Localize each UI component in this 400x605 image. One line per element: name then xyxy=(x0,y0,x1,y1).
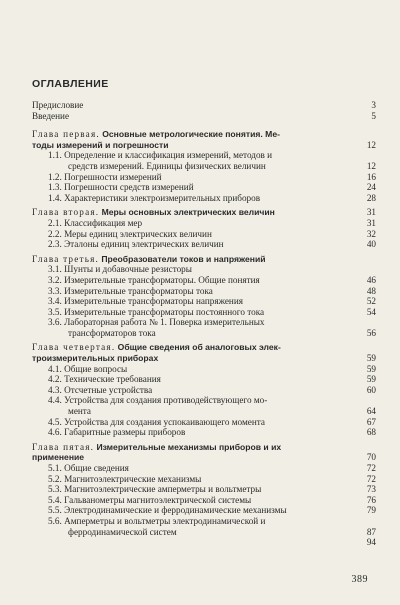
section-line xyxy=(48,218,376,229)
section-number: 3.2. xyxy=(48,274,62,285)
section-line xyxy=(48,495,376,506)
section-line xyxy=(48,275,376,286)
section-line xyxy=(48,239,376,250)
chapter-line xyxy=(32,207,376,218)
section-entry xyxy=(32,516,376,537)
chapter-heading xyxy=(32,254,376,265)
section-title: Измерительные трансформаторы тока xyxy=(64,285,213,296)
section-number: 4.5. xyxy=(48,416,62,427)
section-title: Общие сведения xyxy=(64,463,129,473)
section-page: 59 xyxy=(366,363,376,374)
section-line xyxy=(48,463,376,474)
section-page: 59 xyxy=(366,374,376,385)
page-number: 389 xyxy=(351,574,368,585)
section-number: 1.4. xyxy=(48,192,62,203)
section-entry xyxy=(32,229,376,240)
section-entry xyxy=(32,385,376,396)
section-entry xyxy=(32,495,376,506)
section-title-cont: ферродинамической систем xyxy=(68,526,177,537)
section-line xyxy=(48,395,376,406)
section-number: 5.6. xyxy=(48,515,62,526)
chapter-label: Глава третья. xyxy=(32,253,100,264)
chapter-page: 59 xyxy=(366,353,376,364)
section-title: Погрешности измерений xyxy=(64,171,162,182)
chapter-page: 31 xyxy=(366,207,376,218)
section-number: 3.4. xyxy=(48,296,62,307)
entry-title: Предисловие xyxy=(32,100,84,110)
trailing-entry xyxy=(32,537,376,548)
section-title: Измерительные трансформаторы напряжения xyxy=(64,296,243,307)
section-entry xyxy=(32,484,376,495)
section-number: 5.4. xyxy=(48,494,62,505)
section-entry xyxy=(32,239,376,250)
section-number: 4.4. xyxy=(48,395,62,406)
section-title: Магнитоэлектрические механизмы xyxy=(64,473,202,484)
section-line xyxy=(48,182,376,193)
section-page: 79 xyxy=(366,505,376,516)
section-line xyxy=(48,427,376,438)
section-page: 72 xyxy=(366,463,376,473)
chapter-title: Преобразователи токов и напряжений xyxy=(101,253,266,264)
section-number: 4.6. xyxy=(48,427,62,438)
section-page: 32 xyxy=(366,228,376,239)
toc-entry xyxy=(32,111,376,122)
section-entry xyxy=(32,364,376,375)
section-title: Габаритные размеры приборов xyxy=(64,427,186,438)
section-line xyxy=(48,307,376,318)
section-title: Отсчетные устройства xyxy=(64,384,153,395)
section-page: 46 xyxy=(366,274,376,285)
chapter-title: Общие сведения об аналоговых элек- xyxy=(117,342,281,353)
chapter-title-cont: троизмерительных приборах xyxy=(32,353,159,364)
chapter-heading xyxy=(32,129,376,150)
page-title: ОГЛАВЛЕНИЕ xyxy=(32,78,109,90)
section-page: 54 xyxy=(366,306,376,317)
section-title: Устройства для создания успокаивающего момента xyxy=(64,416,265,427)
section-entry xyxy=(32,474,376,485)
spacer xyxy=(32,121,376,125)
section-page: 40 xyxy=(366,239,376,250)
section-page: 67 xyxy=(366,416,376,427)
section-title: Измерительные трансформаторы постоянного тока xyxy=(64,306,265,317)
section-entry xyxy=(32,150,376,171)
section-title: Электродинамические и ферродинамические механизмы xyxy=(64,505,287,516)
section-title: Определение и классификация измерений, методов и xyxy=(64,150,273,161)
section-title: Лабораторная работа № 1. Поверка измерительных xyxy=(64,317,265,328)
section-title: Погрешности средств измерений xyxy=(64,182,194,193)
section-line xyxy=(48,385,376,396)
section-line xyxy=(48,474,376,485)
section-line xyxy=(48,150,376,161)
section-number: 5.2. xyxy=(48,473,62,484)
chapter-page: 70 xyxy=(366,452,376,463)
chapter-heading xyxy=(32,207,376,218)
section-number: 1.3. xyxy=(48,182,62,193)
chapter-line xyxy=(32,342,376,353)
section-entry xyxy=(32,182,376,193)
chapter-title-cont: применение xyxy=(32,452,85,463)
chapter-title: Основные метрологические понятия. Ме- xyxy=(102,129,280,140)
section-page: 16 xyxy=(366,171,376,182)
section-line xyxy=(48,516,376,527)
section-title: Характеристики электроизмерительных приборов xyxy=(64,192,261,203)
section-entry xyxy=(32,374,376,385)
section-title: Общие вопросы xyxy=(64,363,128,374)
section-title: Измерительные трансформаторы. Общие понятия xyxy=(64,274,260,285)
section-entry xyxy=(32,286,376,297)
section-number: 3.1. xyxy=(48,264,62,275)
section-title: Магнитоэлектрические амперметры и вольтметры xyxy=(64,484,262,495)
section-page: 48 xyxy=(366,285,376,296)
section-line xyxy=(48,296,376,307)
section-page: 31 xyxy=(366,217,376,228)
section-entry xyxy=(32,427,376,438)
section-line xyxy=(48,193,376,204)
section-number: 3.5. xyxy=(48,306,62,317)
section-title: Меры единиц электрических величин xyxy=(64,228,212,239)
section-number: 4.2. xyxy=(48,374,62,385)
section-entry xyxy=(32,463,376,474)
section-entry xyxy=(32,172,376,183)
chapter-label: Глава вторая. xyxy=(32,207,100,218)
section-line xyxy=(48,364,376,375)
entry-page: 3 xyxy=(371,100,376,110)
toc-entry xyxy=(32,100,376,111)
section-page: 52 xyxy=(366,296,376,307)
section-entry xyxy=(32,317,376,338)
section-page: 56 xyxy=(366,327,376,338)
section-line xyxy=(48,317,376,328)
section-title: Эталоны единиц электрических величин xyxy=(64,239,224,250)
chapter-title: Меры основных электрических величин xyxy=(101,207,275,218)
section-page: 68 xyxy=(366,427,376,438)
section-entry xyxy=(32,505,376,516)
chapter-line xyxy=(32,140,376,151)
section-line xyxy=(48,505,376,516)
section-line xyxy=(48,286,376,297)
section-title-cont: трансформаторов тока xyxy=(68,327,156,338)
section-title: Устройства для создания противодействующего мо- xyxy=(64,395,268,406)
entry-title: Введение xyxy=(32,110,70,121)
section-entry xyxy=(32,264,376,275)
section-number: 5.5. xyxy=(48,505,62,516)
section-entry xyxy=(32,193,376,204)
section-page: 64 xyxy=(366,406,376,417)
chapter-title-cont: тоды измерений и погрешности xyxy=(32,139,169,150)
section-entry xyxy=(32,275,376,286)
section-page: 28 xyxy=(366,192,376,203)
section-title-cont: мента xyxy=(68,406,92,417)
chapter-line xyxy=(32,129,376,140)
section-number: 5.1. xyxy=(48,463,62,473)
section-title-cont: средств измерений. Единицы физических величин xyxy=(68,160,266,171)
section-line xyxy=(48,417,376,428)
chapter-title: Измерительные механизмы приборов и их xyxy=(96,441,282,452)
section-page: 24 xyxy=(366,182,376,193)
table-of-contents xyxy=(32,100,376,548)
section-number: 1.2. xyxy=(48,171,62,182)
section-number: 4.3. xyxy=(48,384,62,395)
section-page: 60 xyxy=(366,384,376,395)
chapter-heading xyxy=(32,442,376,463)
entry-page: 5 xyxy=(371,110,376,121)
section-entry xyxy=(32,307,376,318)
section-title: Классификация мер xyxy=(64,217,143,228)
section-line xyxy=(48,374,376,385)
chapter-line xyxy=(32,442,376,453)
section-page: 87 xyxy=(366,526,376,537)
section-number: 2.3. xyxy=(48,239,62,250)
section-line xyxy=(48,229,376,240)
section-number: 3.3. xyxy=(48,285,62,296)
chapter-line xyxy=(32,254,376,265)
chapter-label: Глава четвертая. xyxy=(32,342,116,353)
section-page: 12 xyxy=(366,160,376,171)
spacer xyxy=(32,537,376,548)
chapter-label: Глава первая. xyxy=(32,129,100,140)
section-number: 3.6. xyxy=(48,317,62,328)
section-number: 2.1. xyxy=(48,217,62,228)
section-number: 1.1. xyxy=(48,150,62,161)
section-page: 76 xyxy=(366,494,376,505)
section-entry xyxy=(32,296,376,307)
section-title: Шунты и добавочные резисторы xyxy=(64,264,192,275)
section-entry xyxy=(32,395,376,416)
section-title: Амперметры и вольтметры электродинамической и xyxy=(64,515,266,526)
section-page: 73 xyxy=(366,484,376,495)
section-number: 5.3. xyxy=(48,484,62,495)
section-entry xyxy=(32,417,376,428)
chapter-line xyxy=(32,452,376,463)
section-entry xyxy=(32,218,376,229)
section-title: Гальванометры магнитоэлектрической системы xyxy=(64,494,252,505)
section-page: 72 xyxy=(366,473,376,484)
chapter-page: 12 xyxy=(366,139,376,150)
section-line xyxy=(48,172,376,183)
chapter-line xyxy=(32,353,376,364)
section-number: 4.1. xyxy=(48,363,62,374)
entry-page: 94 xyxy=(366,537,376,548)
chapter-heading xyxy=(32,342,376,363)
section-title: Технические требования xyxy=(64,374,161,385)
chapter-label: Глава пятая. xyxy=(32,441,95,452)
section-number: 2.2. xyxy=(48,228,62,239)
section-line xyxy=(48,264,376,275)
section-line xyxy=(48,484,376,495)
